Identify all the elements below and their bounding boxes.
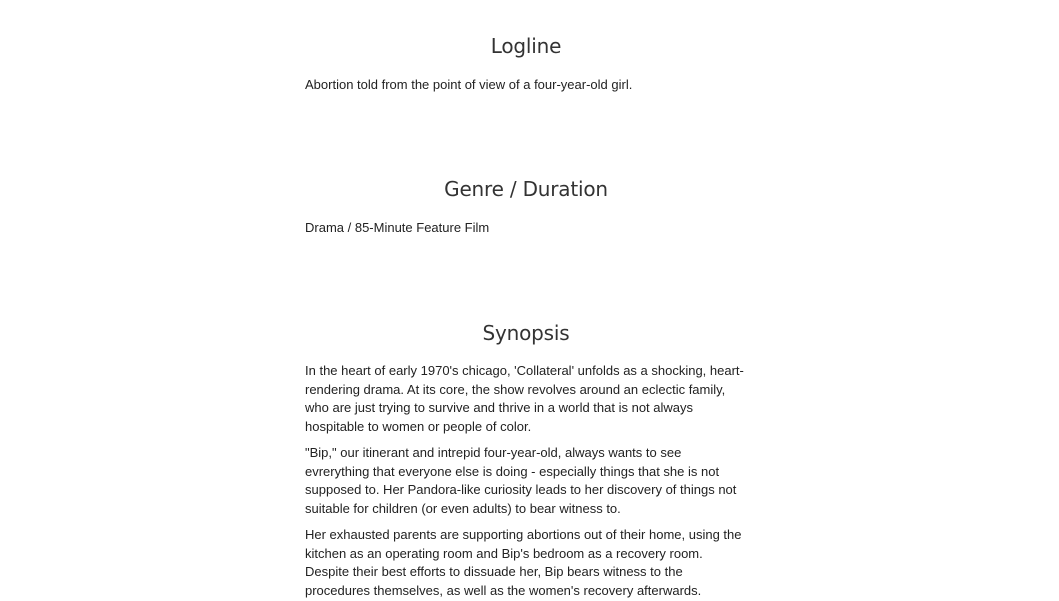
synopsis-paragraph-2: "Bip," our itinerant and intrepid four-year-old, always wants to see evrerything that everyone else is doing - especially things that she is not supposed to. Her Pandora-like curiosity leads to her discovery of things not suitable for children (or even adults) to bear witness to. (305, 445, 737, 516)
genre-duration-section (305, 177, 747, 238)
synopsis-paragraph-1: In the heart of early 1970's chicago, 'Collateral' unfolds as a shocking, heart-rendering drama. At its core, the show revolves around an eclectic family, who are just trying to survive and thrive in a world that is not always hospitable to women or people of color. (305, 363, 744, 434)
logline-text: Abortion told from the point of view of a four-year-old girl. (305, 77, 633, 92)
logline-section (305, 34, 747, 95)
synopsis-section (305, 321, 747, 600)
synopsis-paragraph-3: Her exhausted parents are supporting abortions out of their home, using the kitchen as an operating room and Bip's bedroom as a recovery room. Despite their best efforts to dissuade her, Bip bears witness to the procedures themselves, as well as the women's recovery afterwards. (305, 527, 742, 598)
synopsis-heading: Synopsis (482, 321, 570, 345)
genre-duration-text: Drama / 85-Minute Feature Film (305, 220, 490, 235)
genre-duration-heading: Genre / Duration (444, 177, 608, 201)
logline-heading: Logline (490, 34, 562, 58)
